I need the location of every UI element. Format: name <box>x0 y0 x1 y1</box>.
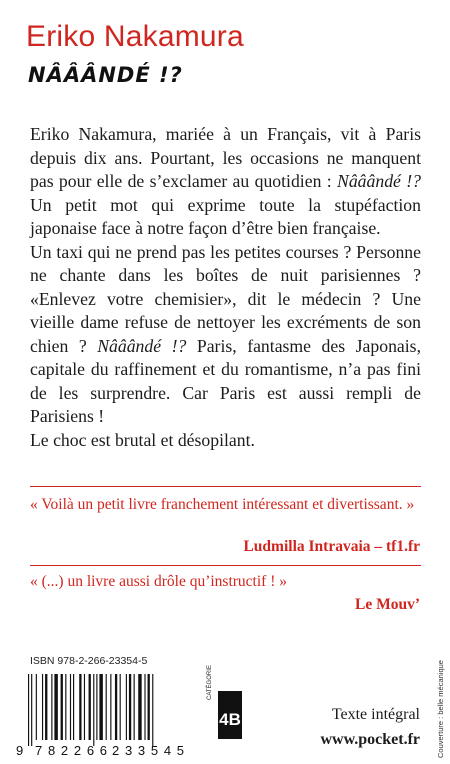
review-quote: « (...) un livre aussi drôle qu’instructif ! » <box>30 573 287 590</box>
barcode-digit-first: 9 <box>16 743 24 758</box>
barcode-digits-right: 233545 <box>112 743 184 758</box>
author-name: Eriko Nakamura <box>26 20 244 53</box>
blurb-paragraph-3: Le choc est brutal et désopilant. <box>30 429 255 450</box>
review-source: Le Mouv’ <box>354 596 420 613</box>
blurb-paragraph-1 <box>30 123 421 241</box>
blurb-text: Un taxi qui ne prend pas les petites courses ? Personne ne chante dans les boîtes de nuit parisiennes ? «Enlevez votre chemisier», dit le médecin ? Une vieille dame refuse de nettoyer les excréments de son chien ? <box>30 241 421 356</box>
blurb-emphasis: Nââândé !? <box>337 171 421 191</box>
review-source: Ludmilla Intravaia – tf1.fr <box>243 538 420 555</box>
edition-note: Texte intégral <box>331 706 420 723</box>
category-logo <box>214 683 244 745</box>
blurb <box>30 123 421 452</box>
review-quote: « Voilà un petit livre franchement intéressant et divertissant. » <box>30 496 415 513</box>
blurb-emphasis: Nââândé !? <box>97 335 187 356</box>
book-title: NÂÂÂNDÉ !? <box>28 63 183 87</box>
divider <box>30 565 421 566</box>
blurb-paragraph-2 <box>30 241 421 429</box>
blurb-text: Paris, fantasme des Japonais, capitale du raffinement et du romantisme, n’a pas fini de les surprendre. Car Paris est aussi rempli de Parisiens ! <box>30 335 421 426</box>
barcode-icon <box>16 674 196 758</box>
barcode-digits-left: 782266 <box>35 743 107 758</box>
blurb-text: Un petit mot qui exprime toute la stupéfaction japonaise face à notre façon d’être bien française. <box>30 194 421 238</box>
cover-credit: Couverture : belle mécanique <box>436 660 445 758</box>
publisher-url[interactable]: www.pocket.fr <box>320 731 420 748</box>
category-label: CATÉGORIE <box>207 665 213 700</box>
blurb-text: Eriko Nakamura, mariée à un Français, vit à Paris depuis dix ans. Pourtant, les occasions ne manquent pas pour elle de s’exclamer au quotidien : <box>30 124 421 191</box>
category-value: 4B <box>219 710 241 729</box>
isbn-label: ISBN 978-2-266-23354-5 <box>30 655 148 667</box>
divider <box>30 486 421 487</box>
